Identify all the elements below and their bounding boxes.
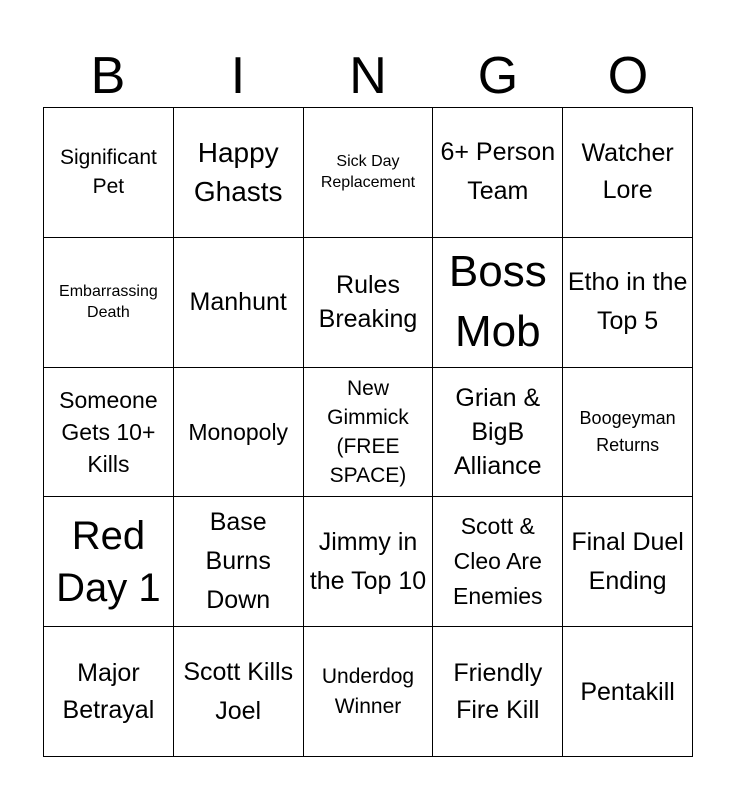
- cell-label: Scott & Cleo Are Enemies: [453, 513, 543, 610]
- bingo-cell-r3c4[interactable]: [433, 368, 563, 498]
- cell-label: Red Day 1: [56, 513, 161, 610]
- cell-label: Friendly Fire Kill: [453, 658, 543, 724]
- bingo-cell-r5c1[interactable]: [44, 627, 174, 757]
- cell-label: Scott Kills Joel: [183, 657, 294, 725]
- cell-label: Watcher Lore: [581, 139, 674, 205]
- bingo-cell-r1c2[interactable]: [174, 108, 304, 238]
- cell-label: Someone Gets 10+ Kills: [59, 386, 158, 477]
- header-letter-o: O: [607, 47, 649, 105]
- cell-label: Sick Day Replacement: [320, 153, 416, 192]
- bingo-cell-r3c1[interactable]: [44, 368, 174, 498]
- cell-label: Base Burns Down: [205, 508, 271, 615]
- bingo-cell-r4c1[interactable]: [44, 497, 174, 627]
- bingo-cell-r5c2[interactable]: [174, 627, 304, 757]
- header-letter-n: N: [349, 47, 387, 105]
- header-letter-i: I: [230, 47, 246, 105]
- cell-label: Grian & BigB Alliance: [454, 383, 542, 480]
- header-letter-b: B: [90, 47, 126, 105]
- cell-label: Final Duel Ending: [571, 527, 684, 595]
- cell-label: New Gimmick (FREE SPACE): [327, 376, 409, 487]
- cell-label: Boss Mob: [448, 247, 547, 357]
- bingo-header: [43, 44, 693, 108]
- bingo-cell-r2c2[interactable]: [174, 238, 304, 368]
- cell-label: Embarrassing Death: [59, 283, 158, 322]
- bingo-cell-r2c1[interactable]: [44, 238, 174, 368]
- bingo-cell-r5c5[interactable]: [563, 627, 693, 757]
- bingo-cell-r3c3[interactable]: [304, 368, 434, 498]
- cell-label: 6+ Person Team: [440, 138, 556, 206]
- bingo-board: [43, 107, 693, 757]
- cell-label: Underdog Winner: [321, 664, 415, 718]
- bingo-cell-r1c4[interactable]: [433, 108, 563, 238]
- bingo-cell-r4c3[interactable]: [304, 497, 434, 627]
- cell-label: Monopoly: [188, 418, 289, 445]
- cell-label: Etho in the Top 5: [567, 268, 688, 336]
- bingo-cell-r1c1[interactable]: [44, 108, 174, 238]
- cell-label: Boogeyman Returns: [579, 407, 676, 455]
- cell-label: Major Betrayal: [62, 658, 155, 724]
- bingo-cell-r1c3[interactable]: [304, 108, 434, 238]
- cell-label: Rules Breaking: [318, 271, 418, 334]
- cell-label: Manhunt: [189, 288, 287, 317]
- bingo-cell-r4c2[interactable]: [174, 497, 304, 627]
- cell-label: Happy Ghasts: [193, 137, 283, 208]
- bingo-cell-r2c5[interactable]: [563, 238, 693, 368]
- cell-label: Jimmy in the Top 10: [309, 527, 427, 595]
- bingo-cell-r5c4[interactable]: [433, 627, 563, 757]
- bingo-cell-r4c5[interactable]: [563, 497, 693, 627]
- bingo-cell-r2c4[interactable]: [433, 238, 563, 368]
- bingo-cell-r3c5[interactable]: [563, 368, 693, 498]
- bingo-cell-r3c2[interactable]: [174, 368, 304, 498]
- bingo-cell-r1c5[interactable]: [563, 108, 693, 238]
- cell-label: Pentakill: [580, 677, 675, 706]
- cell-label: Significant Pet: [59, 146, 157, 199]
- bingo-cell-r4c4[interactable]: [433, 497, 563, 627]
- bingo-cell-r5c3[interactable]: [304, 627, 434, 757]
- bingo-cell-r2c3[interactable]: [304, 238, 434, 368]
- header-letter-g: G: [477, 47, 519, 105]
